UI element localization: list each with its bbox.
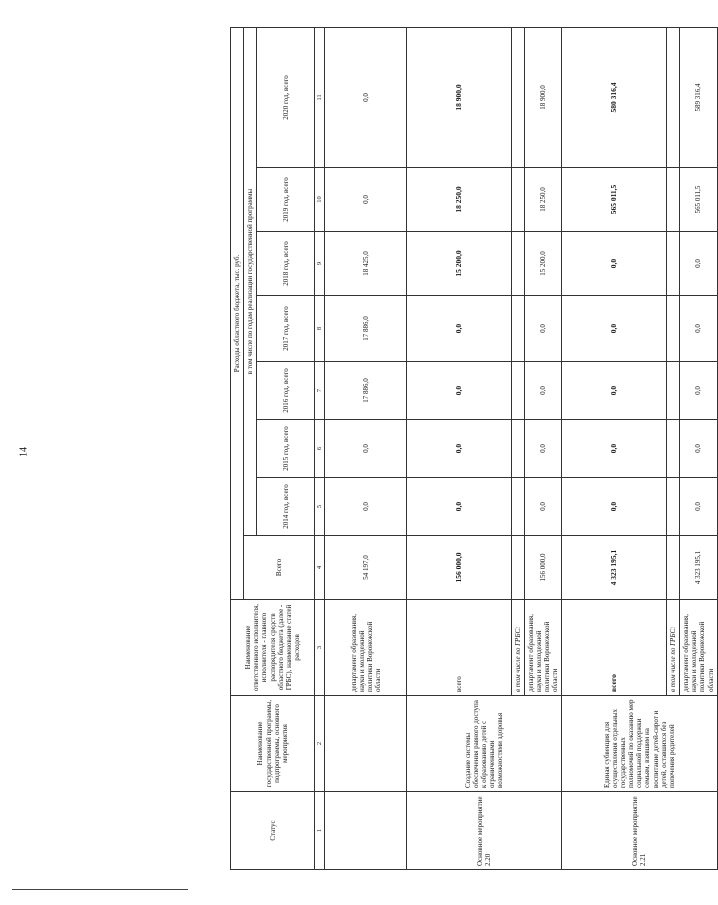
header-program-name: Наименование государственной программы, подпрограммы, основного мероприятия — [231, 696, 315, 792]
program-name-cell: Единая субвенция для осуществления отдельных государственных полномочий по оказанию мер социальной поддержки семьям, взявшим на воспитание детей-сирот и детей, оставшихся без попечения родителей — [562, 696, 717, 792]
header-year-2018: 2018 год, всего — [257, 232, 315, 296]
table-row — [325, 27, 407, 869]
col-number: 7 — [315, 362, 325, 420]
value-cell: 0,0 — [562, 296, 667, 362]
col-number: 2 — [315, 696, 325, 792]
header-years-title: в том числе по годам реализации государственной программы — [244, 27, 257, 535]
value-cell: 0,0 — [680, 296, 717, 362]
value-cell: 0,0 — [562, 420, 667, 478]
table-row — [407, 27, 512, 869]
value-cell: 0,0 — [525, 420, 562, 478]
header-year-2016: 2016 год, всего — [257, 362, 315, 420]
page-number: 14 — [18, 447, 30, 457]
col-number: 3 — [315, 600, 325, 696]
value-cell: 4 323 195,1 — [680, 536, 717, 600]
value-cell: 156 000,0 — [525, 536, 562, 600]
value-cell: 0,0 — [680, 420, 717, 478]
value-cell: 18 250,0 — [407, 168, 512, 232]
header-year-2014: 2014 год, всего — [257, 478, 315, 536]
value-cell: 0,0 — [407, 420, 512, 478]
col-number: 6 — [315, 420, 325, 478]
value-cell: 0,0 — [680, 362, 717, 420]
value-cell: 0,0 — [407, 478, 512, 536]
value-cell: 0,0 — [680, 478, 717, 536]
grbs-label-cell: в том числе по ГРБС: — [667, 600, 680, 696]
header-expenses-title: Расходы областного бюджета, тыс. руб. — [231, 27, 244, 599]
header-year-2015: 2015 год, всего — [257, 420, 315, 478]
value-cell: 0,0 — [680, 232, 717, 296]
budget-table-sheet — [230, 28, 715, 870]
value-cell: 0,0 — [325, 168, 407, 232]
value-cell: 0,0 — [407, 362, 512, 420]
value-cell: 15 200,0 — [407, 232, 512, 296]
col-number: 4 — [315, 536, 325, 600]
value-cell: 18 900,0 — [407, 27, 512, 167]
total-label-cell: всего — [407, 600, 512, 696]
status-cell: Основное мероприятие 2.20 — [407, 792, 562, 870]
value-cell: 0,0 — [562, 362, 667, 420]
value-cell: 589 316,4 — [680, 27, 717, 167]
col-number: 9 — [315, 232, 325, 296]
value-cell: 565 011,5 — [680, 168, 717, 232]
value-cell: 0,0 — [525, 478, 562, 536]
value-cell: 0,0 — [407, 296, 512, 362]
col-number: 11 — [315, 27, 325, 167]
status-cell: Основное мероприятие 2.21 — [562, 792, 717, 870]
value-cell: 0,0 — [562, 232, 667, 296]
header-year-2020: 2020 год, всего — [257, 27, 315, 167]
footnote-divider — [12, 889, 188, 890]
value-cell: 0,0 — [325, 420, 407, 478]
header-year-2017: 2017 год, всего — [257, 296, 315, 362]
header-year-2019: 2019 год, всего — [257, 168, 315, 232]
total-label-cell: всего — [562, 600, 667, 696]
col-number: 5 — [315, 478, 325, 536]
executor-cell: департамент образования, науки и молодежной политики Воронежской области — [525, 600, 562, 696]
col-number: 10 — [315, 168, 325, 232]
value-cell: 54 197,0 — [325, 536, 407, 600]
value-cell: 18 425,0 — [325, 232, 407, 296]
value-cell: 17 886,0 — [325, 362, 407, 420]
value-cell: 4 323 195,1 — [562, 536, 667, 600]
grbs-label-cell: в том числе по ГРБС: — [512, 600, 525, 696]
value-cell: 0,0 — [325, 27, 407, 167]
value-cell: 156 000,0 — [407, 536, 512, 600]
program-name-cell: Создание системы обеспечения равного доступа к образованию детей с ограниченными возможностями здоровья — [407, 696, 562, 792]
header-total: Всего — [244, 536, 315, 600]
value-cell: 18 900,0 — [525, 27, 562, 167]
table-row — [562, 27, 667, 869]
value-cell: 18 250,0 — [525, 168, 562, 232]
budget-table — [230, 27, 718, 870]
value-cell: 0,0 — [525, 362, 562, 420]
value-cell: 580 316,4 — [562, 27, 667, 167]
header-executor: Наименование ответственного исполнителя, исполнителя - главного распорядителя средств областного бюджета (далее - ГРБС), наименование статей расходов — [231, 600, 315, 696]
col-number: 1 — [315, 792, 325, 870]
col-number: 8 — [315, 296, 325, 362]
executor-cell: департамент образования, науки и молодежной политики Воронежской области — [325, 600, 407, 696]
value-cell: 0,0 — [525, 296, 562, 362]
header-status: Статус — [231, 792, 315, 870]
value-cell: 15 200,0 — [525, 232, 562, 296]
value-cell: 0,0 — [562, 478, 667, 536]
executor-cell: департамент образования, науки и молодежной политики Воронежской области — [680, 600, 717, 696]
value-cell: 0,0 — [325, 478, 407, 536]
value-cell: 17 886,0 — [325, 296, 407, 362]
value-cell: 565 011,5 — [562, 168, 667, 232]
